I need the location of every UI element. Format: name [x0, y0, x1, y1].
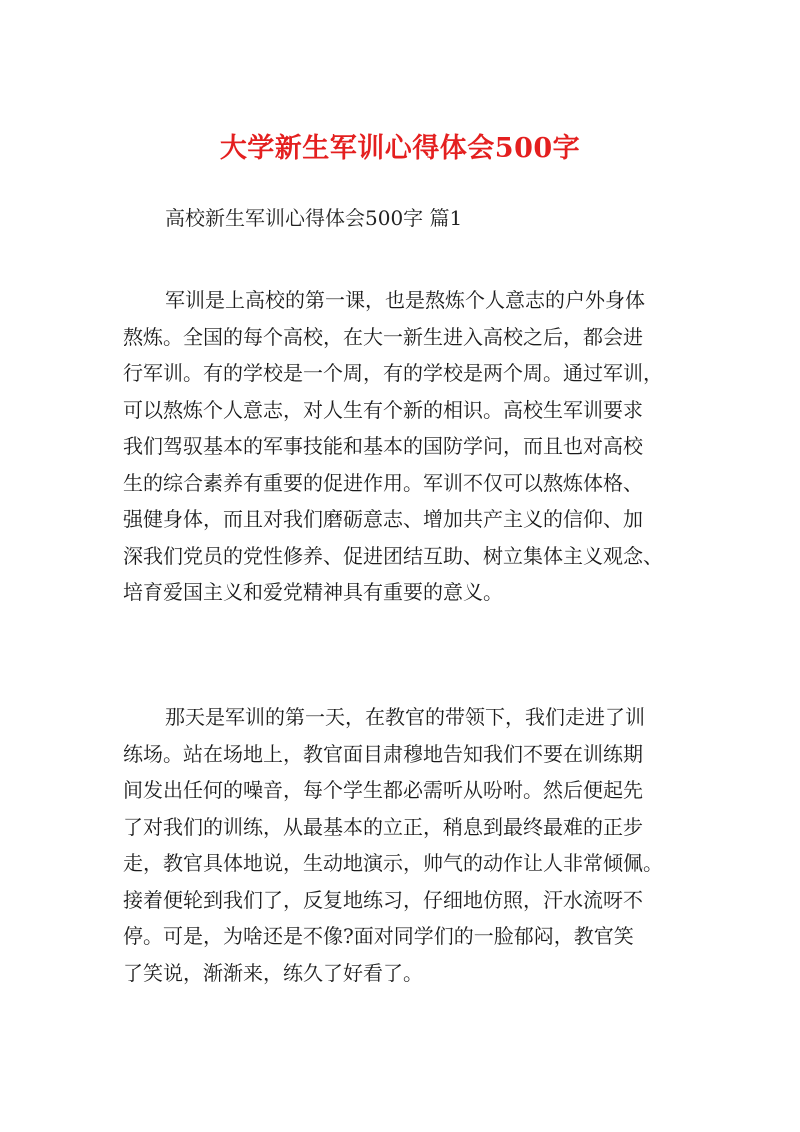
paragraph-line: 生的综合素养有重要的促进作用。军训不仅可以熬炼体格、	[123, 470, 643, 495]
paragraph-line: 走，教官具体地说，生动地演示，帅气的动作让人非常倾佩。	[123, 851, 663, 875]
document-title: 大学新生军训心得体会500字	[219, 133, 581, 164]
paragraph-line: 那天是军训的第一天，在教官的带领下，我们走进了训	[165, 705, 645, 729]
paragraph-line: 行军训。有的学校是一个周，有的学校是两个周。通过军训，	[123, 361, 663, 385]
paragraph-line: 培育爱国主义和爱党精神具有重要的意义。	[123, 580, 503, 604]
paragraph-line: 深我们党员的党性修养、促进团结互助、树立集体主义观念、	[123, 543, 663, 568]
paragraph-line: 间发出任何的噪音，每个学生都必需听从吩咐。然后便起先	[123, 778, 643, 802]
paragraph-line: 了对我们的训练，从最基本的立正，稍息到最终最难的正步	[123, 814, 643, 839]
paragraph-2	[123, 699, 683, 991]
paragraph-line: 强健身体，而且对我们磨砺意志、增加共产主义的信仰、加	[123, 507, 643, 531]
paragraph-line: 我们驾驭基本的军事技能和基本的国防学问，而且也对高校	[123, 434, 643, 458]
paragraph-line: 熬炼。全国的每个高校，在大一新生进入高校之后，都会进	[123, 324, 643, 349]
paragraph-line: 了笑说，渐渐来，练久了好看了。	[123, 960, 423, 985]
paragraph-line: 军训是上高校的第一课，也是熬炼个人意志的户外身体	[165, 288, 645, 312]
paragraph-line: 停。可是，为啥还是不像?面对同学们的一脸郁闷，教官笑	[123, 924, 634, 948]
paragraph-line: 可以熬炼个人意志，对人生有个新的相识。高校生军训要求	[123, 397, 643, 422]
paragraph-line: 接着便轮到我们了，反复地练习，仔细地仿照，汗水流呀不	[123, 887, 643, 912]
paragraph-1	[123, 282, 683, 611]
document-subtitle: 高校新生军训心得体会500字 篇1	[165, 206, 463, 230]
paragraph-line: 练场。站在场地上，教官面目肃穆地告知我们不要在训练期	[123, 741, 643, 766]
